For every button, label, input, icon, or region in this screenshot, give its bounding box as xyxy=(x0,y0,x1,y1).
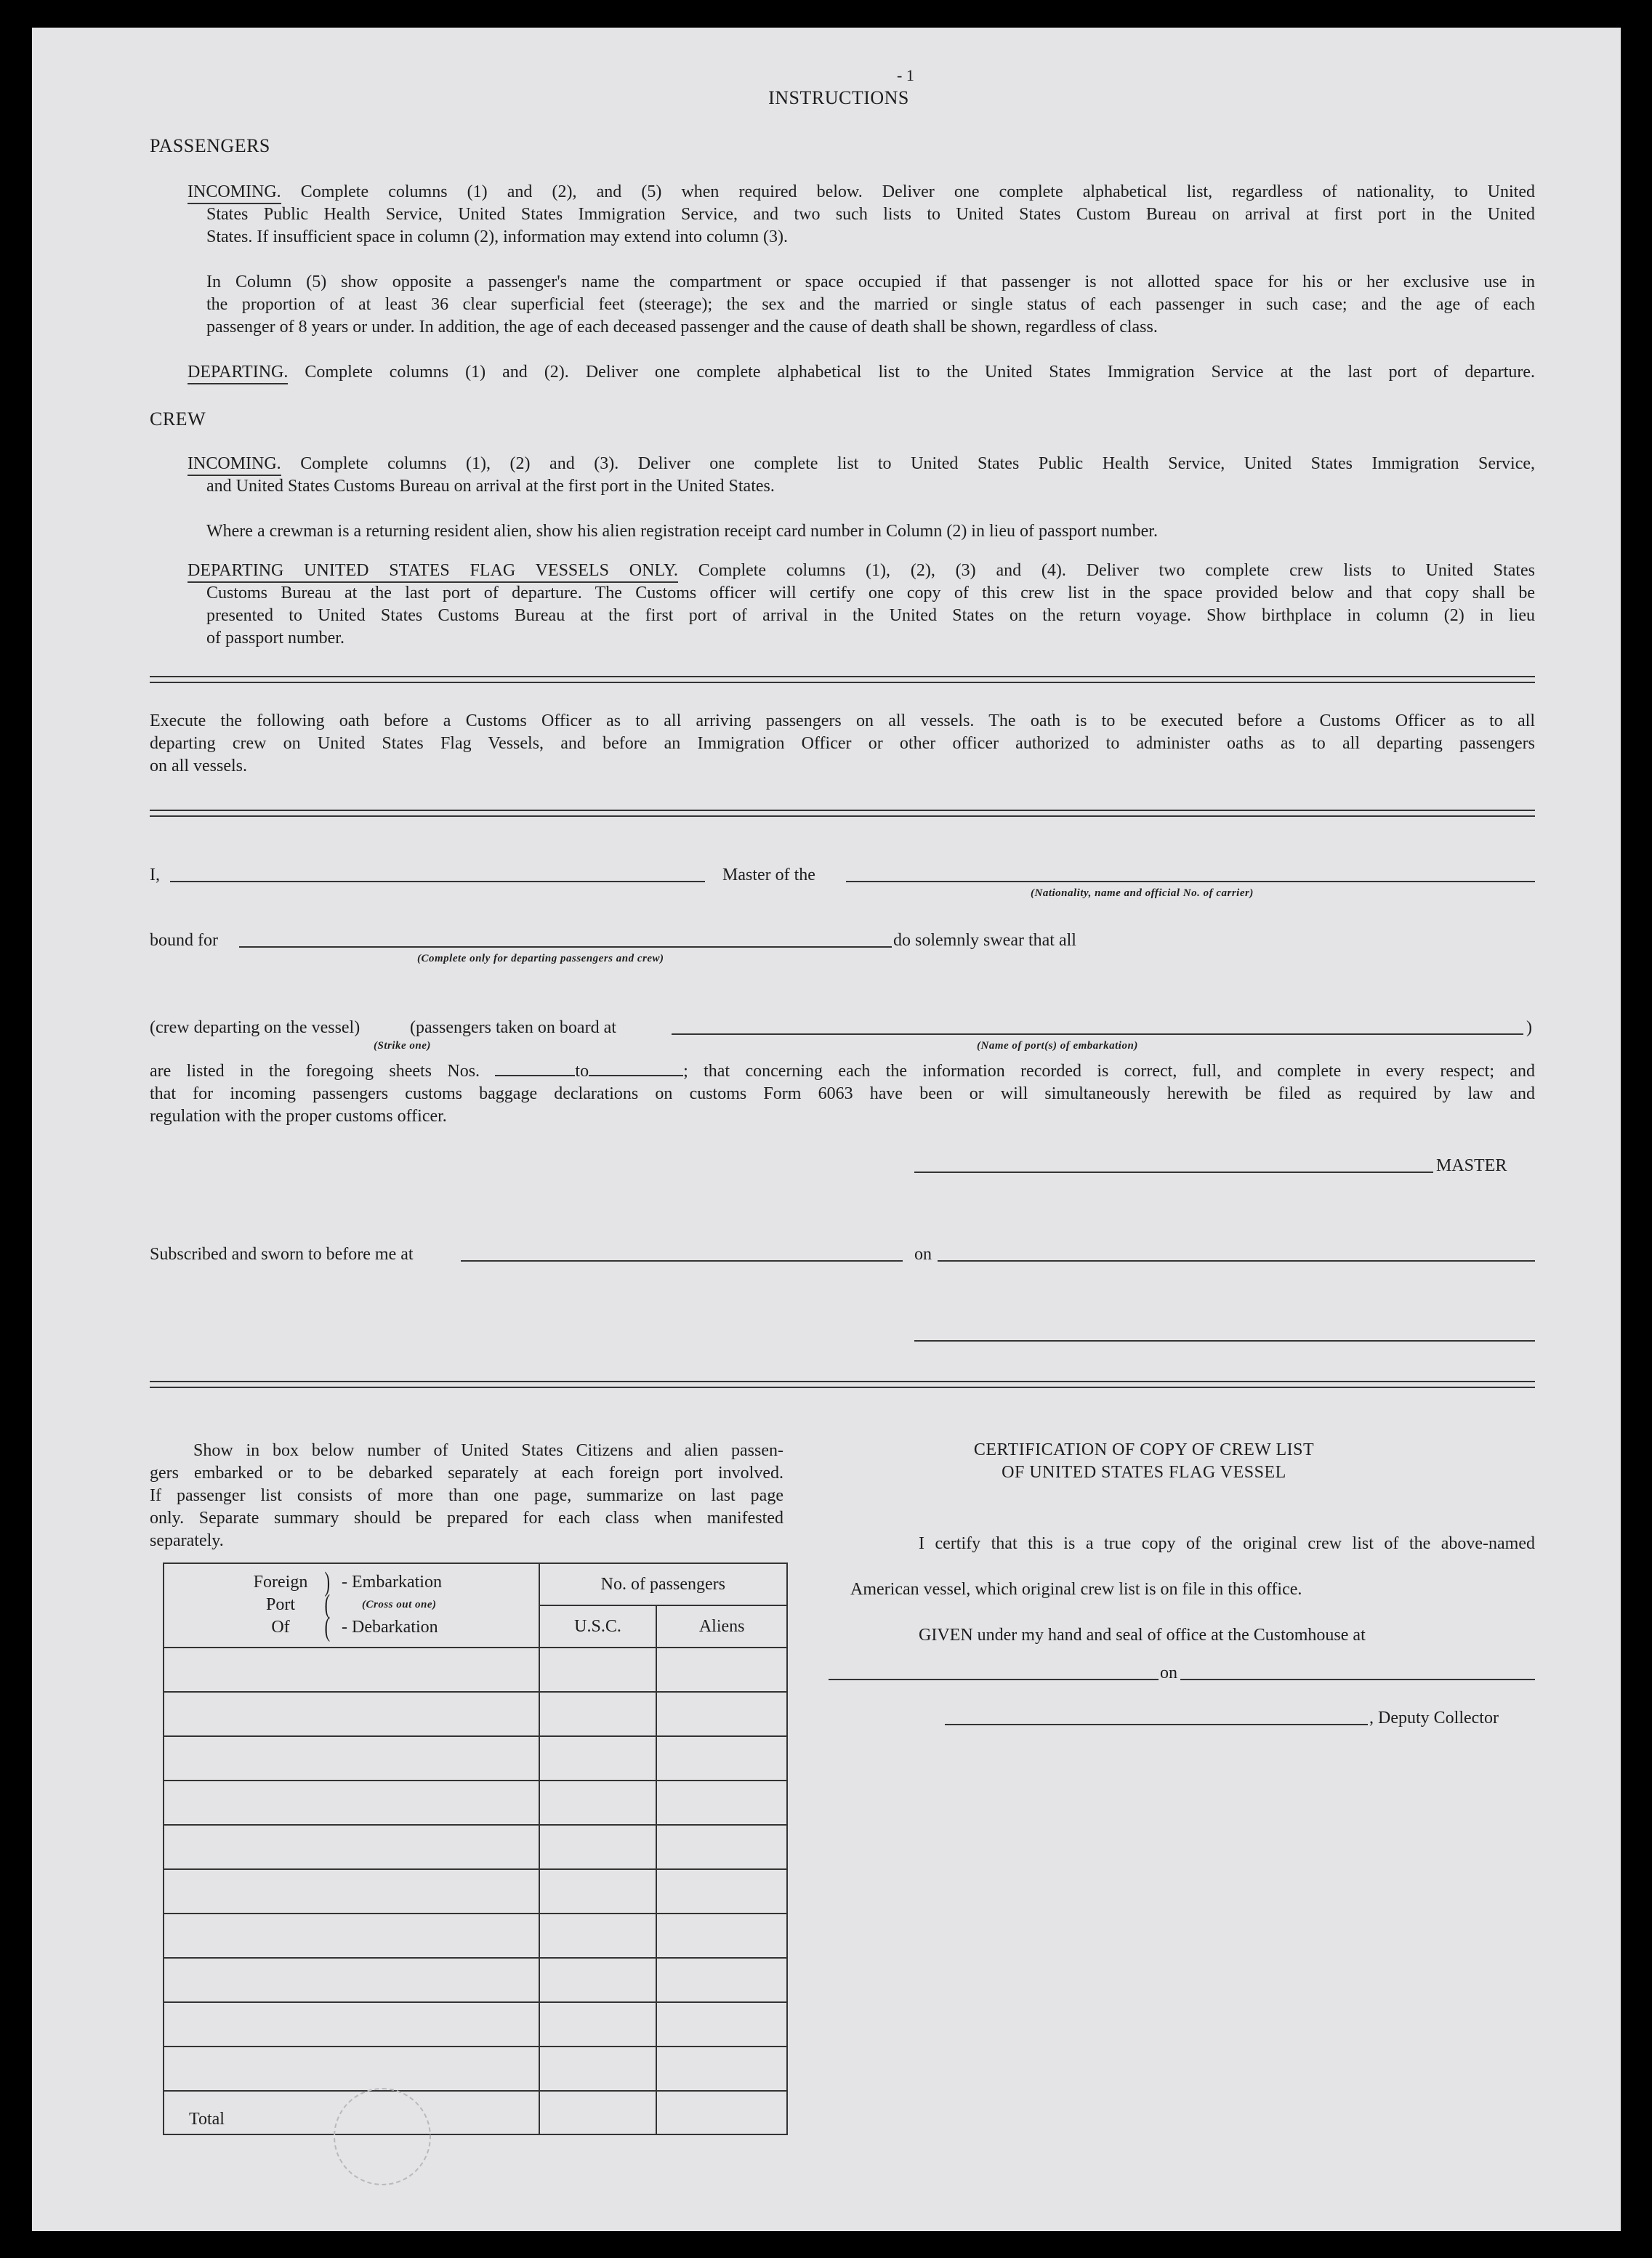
divider-3 xyxy=(150,1381,1535,1388)
master-label: MASTER xyxy=(1436,1156,1507,1175)
crew-resident-line: Where a crewman is a returning resident alien, show his alien registration receipt card number in Column (2) in lieu of passport number. xyxy=(206,522,1158,541)
passengers-departing-label: DEPARTING. xyxy=(188,363,288,384)
divider-1 xyxy=(150,676,1535,683)
nationality-caption: (Nationality, name and official No. of carrier) xyxy=(1031,887,1254,899)
divider-2 xyxy=(150,810,1535,817)
document-page xyxy=(32,28,1621,2231)
usc-cell[interactable] xyxy=(539,1781,657,1825)
certification-line-3: GIVEN under my hand and seal of office at the Customhouse at xyxy=(919,1626,1366,1645)
aliens-cell[interactable] xyxy=(656,1869,787,1914)
sheet-from-field[interactable] xyxy=(495,1062,575,1076)
of-label: Of xyxy=(271,1618,290,1637)
passengers-incoming-label: INCOMING. xyxy=(188,182,281,204)
certification-date-field[interactable] xyxy=(1180,1679,1535,1680)
usc-cell[interactable] xyxy=(539,1869,657,1914)
passengers-departing-line: DEPARTING. Complete columns (1) and (2). Deliver one complete alphabetical list to the United States Immigration Service at the last port of departure. xyxy=(188,360,1535,384)
summary-line-2: gers embarked or to be debarked separately at each foreign port involved. xyxy=(150,1464,783,1483)
table-row xyxy=(164,1958,787,2002)
port-caption: (Name of port(s) of embarkation) xyxy=(977,1040,1138,1052)
sworn-place-field[interactable] xyxy=(461,1260,903,1262)
aliens-cell[interactable] xyxy=(656,1914,787,1958)
faint-stamp xyxy=(334,2088,431,2185)
usc-cell[interactable] xyxy=(539,1825,657,1869)
port-cell[interactable] xyxy=(164,2002,539,2047)
port-cell[interactable] xyxy=(164,1914,539,1958)
sheet-to-field[interactable] xyxy=(589,1062,683,1076)
port-cell[interactable] xyxy=(164,2047,539,2091)
table-row xyxy=(164,1648,787,1692)
summary-line-1: Show in box below number of United States Citizens and alien passen- xyxy=(193,1441,783,1460)
table-row xyxy=(164,1869,787,1914)
crew-incoming-line-2: and United States Customs Bureau on arrival at the first port in the United States. xyxy=(206,477,775,496)
page-title: INSTRUCTIONS xyxy=(768,87,909,108)
debarkation-option[interactable]: - Debarkation xyxy=(342,1618,438,1637)
summary-line-4: only. Separate summary should be prepared for each class when manifested xyxy=(150,1509,783,1528)
passengers-heading: PASSENGERS xyxy=(150,135,270,156)
aliens-cell[interactable] xyxy=(656,1692,787,1736)
crew-departing-line-1: DEPARTING UNITED STATES FLAG VESSELS ONLY. Complete columns (1), (2), (3) and (4). Deliver two complete crew lists to United States xyxy=(188,559,1535,582)
table-row xyxy=(164,1692,787,1736)
aliens-header: Aliens xyxy=(656,1605,787,1648)
deputy-collector-label: , Deputy Collector xyxy=(1369,1709,1499,1727)
port-cell[interactable] xyxy=(164,1869,539,1914)
port-cell[interactable] xyxy=(164,1648,539,1692)
certification-title-1: CERTIFICATION OF COPY OF CREW LIST xyxy=(973,1440,1315,1459)
foreign-label: Foreign xyxy=(253,1573,308,1592)
port-cell[interactable] xyxy=(164,1958,539,2002)
foreign-port-header xyxy=(164,1563,539,1648)
master-of-label: Master of the xyxy=(722,866,815,884)
carrier-field[interactable] xyxy=(846,881,1535,882)
subscribed-label: Subscribed and sworn to before me at xyxy=(150,1245,414,1264)
certification-line-1: I certify that this is a true copy of the original crew list of the above-named xyxy=(919,1534,1535,1553)
aliens-cell[interactable] xyxy=(656,1825,787,1869)
passengers-incoming-line-2: States Public Health Service, United States Immigration Service, and two such lists to United States Custom Bureau on arrival at first port in the United xyxy=(206,205,1535,224)
port-cell[interactable] xyxy=(164,1736,539,1781)
usc-cell[interactable] xyxy=(539,2047,657,2091)
aliens-cell[interactable] xyxy=(656,2047,787,2091)
crew-incoming-label: INCOMING. xyxy=(188,454,281,476)
total-row xyxy=(164,2091,787,2134)
aliens-cell[interactable] xyxy=(656,1648,787,1692)
crew-heading: CREW xyxy=(150,408,206,430)
usc-cell[interactable] xyxy=(539,1958,657,2002)
brace-left: ) ( ( xyxy=(324,1567,331,1642)
port-cell[interactable] xyxy=(164,1825,539,1869)
aliens-cell[interactable] xyxy=(656,1736,787,1781)
aliens-cell[interactable] xyxy=(656,1781,787,1825)
summary-line-5: separately. xyxy=(150,1531,224,1550)
crew-incoming-line-1: INCOMING. Complete columns (1), (2) and (3). Deliver one complete list to United States Public Health Service, United States Immigration Service, xyxy=(188,452,1535,475)
usc-cell[interactable] xyxy=(539,2002,657,2047)
usc-cell[interactable] xyxy=(539,1736,657,1781)
table-row xyxy=(164,1781,787,1825)
swear-text: do solemnly swear that all xyxy=(893,931,1076,950)
oath-i-label: I, xyxy=(150,866,160,884)
passengers-incoming-line-1: INCOMING. Complete columns (1) and (2), and (5) when required below. Deliver one complete alphabetical list, regardless of nationality, to United xyxy=(188,180,1535,203)
certification-on-label: on xyxy=(1160,1664,1177,1682)
table-row xyxy=(164,2002,787,2047)
bound-for-label: bound for xyxy=(150,931,218,950)
oath-intro-line-3: on all vessels. xyxy=(150,757,247,775)
usc-cell[interactable] xyxy=(539,1648,657,1692)
passenger-summary-table xyxy=(163,1563,788,2135)
table-row xyxy=(164,1736,787,1781)
crew-departing-line-4: of passport number. xyxy=(206,629,344,648)
certification-line-2: American vessel, which original crew list is on file in this office. xyxy=(850,1580,1302,1599)
oath-intro-line-2: departing crew on United States Flag Vessels, and before an Immigration Officer or other officer authorized to administer oaths as to all departing passengers xyxy=(150,734,1535,753)
summary-line-3: If passenger list consists of more than one page, summarize on last page xyxy=(150,1486,783,1505)
customhouse-field[interactable] xyxy=(829,1679,1159,1680)
embarkation-port-field[interactable] xyxy=(672,1033,1523,1035)
sworn-on-label: on xyxy=(914,1245,932,1264)
embarkation-option[interactable]: - Embarkation xyxy=(342,1573,442,1592)
oath-line-2: that for incoming passengers customs baggage declarations on customs Form 6063 have been or will simultaneously herewith be filed as required by law and xyxy=(150,1084,1535,1103)
usc-total-cell[interactable] xyxy=(539,2091,657,2134)
strike-caption: (Strike one) xyxy=(374,1040,431,1052)
table-row xyxy=(164,2047,787,2091)
bound-caption: (Complete only for departing passengers and crew) xyxy=(417,953,664,964)
aliens-total-cell[interactable] xyxy=(656,2091,787,2134)
crew-departing-line-3: presented to United States Customs Bureau at the first port of arrival in the United States on the return voyage. Show birthplace in column (2) in lieu xyxy=(206,606,1535,625)
passengers-option[interactable]: (passengers taken on board at xyxy=(410,1018,616,1037)
passengers-incoming-line-3: States. If insufficient space in column (2), information may extend into column (3). xyxy=(206,227,789,246)
close-paren: ) xyxy=(1526,1018,1532,1037)
cross-out-caption: (Cross out one) xyxy=(362,1599,437,1610)
oath-intro-line-1: Execute the following oath before a Customs Officer as to all arriving passengers on all vessels. The oath is to be executed before a Customs Officer as to all xyxy=(150,711,1535,730)
port-label: Port xyxy=(265,1595,295,1614)
crew-departing-option[interactable]: (crew departing on the vessel) xyxy=(150,1018,360,1037)
page-mark: - 1 xyxy=(897,66,914,84)
column5-line-1: In Column (5) show opposite a passenger's name the compartment or space occupied if that passenger is not allotted space for his or her exclusive use in xyxy=(206,273,1535,291)
crew-departing-line-2: Customs Bureau at the last port of departure. The Customs officer will certify one copy of this crew list in the space provided below and that copy shall be xyxy=(206,584,1535,602)
sworn-date-field[interactable] xyxy=(938,1260,1535,1262)
officer-signature-field[interactable] xyxy=(914,1340,1535,1342)
usc-cell[interactable] xyxy=(539,1692,657,1736)
table-row xyxy=(164,1825,787,1869)
master-signature-field[interactable] xyxy=(914,1172,1433,1173)
port-cell[interactable] xyxy=(164,1781,539,1825)
column5-line-2: the proportion of at least 36 clear superficial feet (steerage); the sex and the married or single status of each passenger in such case; and the age of each xyxy=(206,295,1535,314)
certification-title-2: OF UNITED STATES FLAG VESSEL xyxy=(1002,1463,1286,1482)
aliens-cell[interactable] xyxy=(656,2002,787,2047)
listed-line: are listed in the foregoing sheets Nos. to ; that concerning each the information recorded is correct, full, and complete in every respect; and xyxy=(150,1062,1535,1081)
table-row xyxy=(164,1914,787,1958)
deputy-collector-signature-field[interactable] xyxy=(945,1724,1368,1725)
port-cell[interactable] xyxy=(164,1692,539,1736)
oath-line-3: regulation with the proper customs officer. xyxy=(150,1107,447,1126)
usc-header: U.S.C. xyxy=(539,1605,657,1648)
aliens-cell[interactable] xyxy=(656,1958,787,2002)
total-label: Total xyxy=(164,2091,539,2134)
column5-line-3: passenger of 8 years or under. In addition, the age of each deceased passenger and the cause of death shall be shown, regardless of class. xyxy=(206,318,1158,336)
bound-for-field[interactable] xyxy=(239,946,892,948)
master-name-field[interactable] xyxy=(170,881,705,882)
no-passengers-header: No. of passengers xyxy=(539,1563,787,1605)
usc-cell[interactable] xyxy=(539,1914,657,1958)
crew-departing-label: DEPARTING UNITED STATES FLAG VESSELS ONLY. xyxy=(188,561,678,583)
